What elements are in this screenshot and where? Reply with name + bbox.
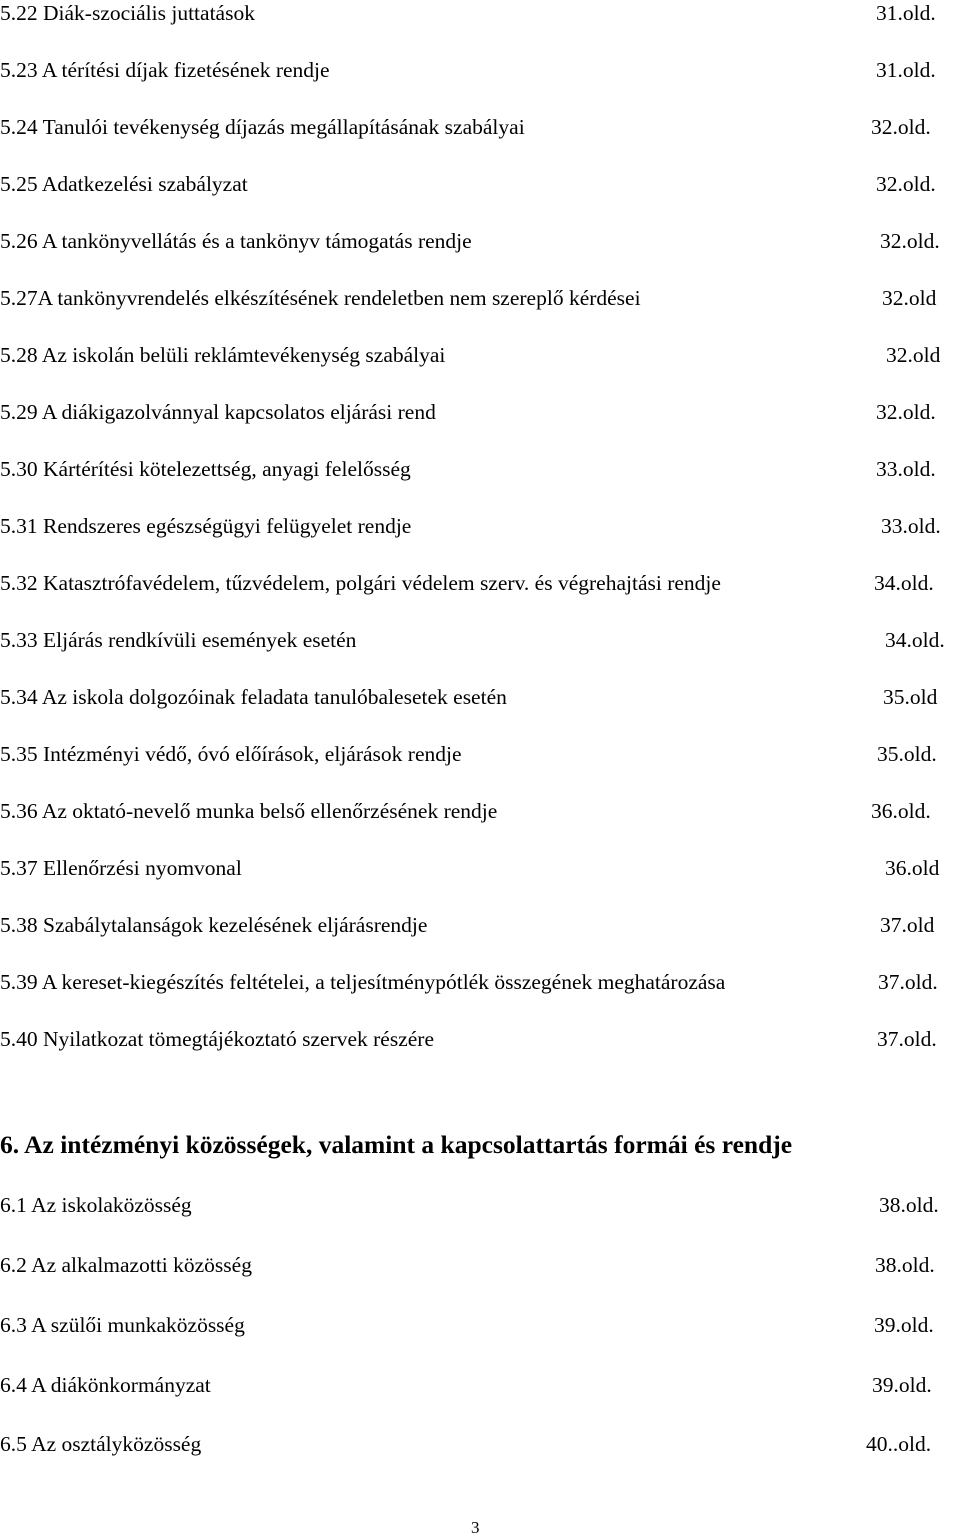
toc-entry-page: 34.old. [874, 571, 934, 595]
toc-entry-page: 37.old [880, 913, 935, 937]
toc-entry-text: 5.36 Az oktató-nevelő munka belső ellenőrzésének rendje [0, 799, 498, 823]
toc-entry-page: 33.old. [876, 457, 936, 481]
toc-entry-page: 37.old. [878, 970, 938, 994]
toc-entry-page: 34.old. [885, 628, 945, 652]
toc-entry-text: 5.38 Szabálytalanságok kezelésének eljárásrendje [0, 913, 428, 937]
toc-entry-text: 6.1 Az iskolaközösség [0, 1193, 192, 1217]
toc-entry-page: 33.old. [881, 514, 941, 538]
toc-entry-text: 5.24 Tanulói tevékenység díjazás megállapításának szabályai [0, 115, 525, 139]
toc-entry-text: 5.26 A tankönyvellátás és a tankönyv támogatás rendje [0, 229, 472, 253]
toc-entry-text: 6.2 Az alkalmazotti közösség [0, 1253, 252, 1277]
toc-entry-text: 5.37 Ellenőrzési nyomvonal [0, 856, 242, 880]
toc-entry-page: 38.old. [879, 1193, 939, 1217]
toc-entry-text: 5.40 Nyilatkozat tömegtájékoztató szervek részére [0, 1027, 434, 1051]
toc-entry-page: 38.old. [875, 1253, 935, 1277]
toc-entry-page: 35.old. [877, 742, 937, 766]
toc-entry-text: 5.27A tankönyvrendelés elkészítésének rendeletben nem szereplő kérdései [0, 286, 641, 310]
toc-entry-text: 5.35 Intézményi védő, óvó előírások, eljárások rendje [0, 742, 462, 766]
toc-entry-page: 37.old. [877, 1027, 937, 1051]
toc-entry-page: 36.old. [871, 799, 931, 823]
toc-entry-text: 5.30 Kártérítési kötelezettség, anyagi felelősség [0, 457, 411, 481]
toc-entry-page: 40..old. [866, 1432, 932, 1456]
toc-entry-text: 6.4 A diákönkormányzat [0, 1373, 211, 1397]
toc-entry-text: 6.5 Az osztályközösség [0, 1432, 202, 1456]
page-number: 3 [471, 1518, 480, 1537]
toc-entry-text: 5.33 Eljárás rendkívüli események esetén [0, 628, 357, 652]
toc-entry-text: 5.31 Rendszeres egészségügyi felügyelet rendje [0, 514, 412, 538]
toc-entry-page: 32.old. [880, 229, 940, 253]
toc-entry-page: 35.old [883, 685, 938, 709]
toc-entry-text: 5.29 A diákigazolvánnyal kapcsolatos eljárási rend [0, 400, 436, 424]
toc-entry-page: 36.old [885, 856, 940, 880]
toc-entry-page: 39.old. [874, 1313, 934, 1337]
toc-entry-text: 6.3 A szülői munkaközösség [0, 1313, 245, 1337]
toc-entry-page: 32.old. [876, 400, 936, 424]
toc-entry-page: 32.old. [871, 115, 931, 139]
toc-entry-page: 31.old. [876, 58, 936, 82]
toc-entry-text: 5.28 Az iskolán belüli reklámtevékenység szabályai [0, 343, 446, 367]
toc-entry-text: 5.34 Az iskola dolgozóinak feladata tanulóbalesetek esetén [0, 685, 507, 709]
toc-entry-text: 5.39 A kereset-kiegészítés feltételei, a teljesítménypótlék összegének meghatározása [0, 970, 726, 994]
toc-entry-text: 5.32 Katasztrófavédelem, tűzvédelem, polgári védelem szerv. és végrehajtási rendje [0, 571, 721, 595]
toc-entry-text: 5.22 Diák-szociális juttatások [0, 1, 255, 25]
toc-entry-page: 32.old. [876, 172, 936, 196]
toc-entry-text: 5.23 A térítési díjak fizetésének rendje [0, 58, 330, 82]
toc-entry-text: 5.25 Adatkezelési szabályzat [0, 172, 248, 196]
toc-entry-page: 31.old. [876, 1, 936, 25]
toc-entry-page: 32.old [886, 343, 941, 367]
section-heading: 6. Az intézményi közösségek, valamint a kapcsolattartás formái és rendje [0, 1130, 793, 1159]
toc-entry-page: 32.old [882, 286, 937, 310]
toc-entry-page: 39.old. [872, 1373, 932, 1397]
